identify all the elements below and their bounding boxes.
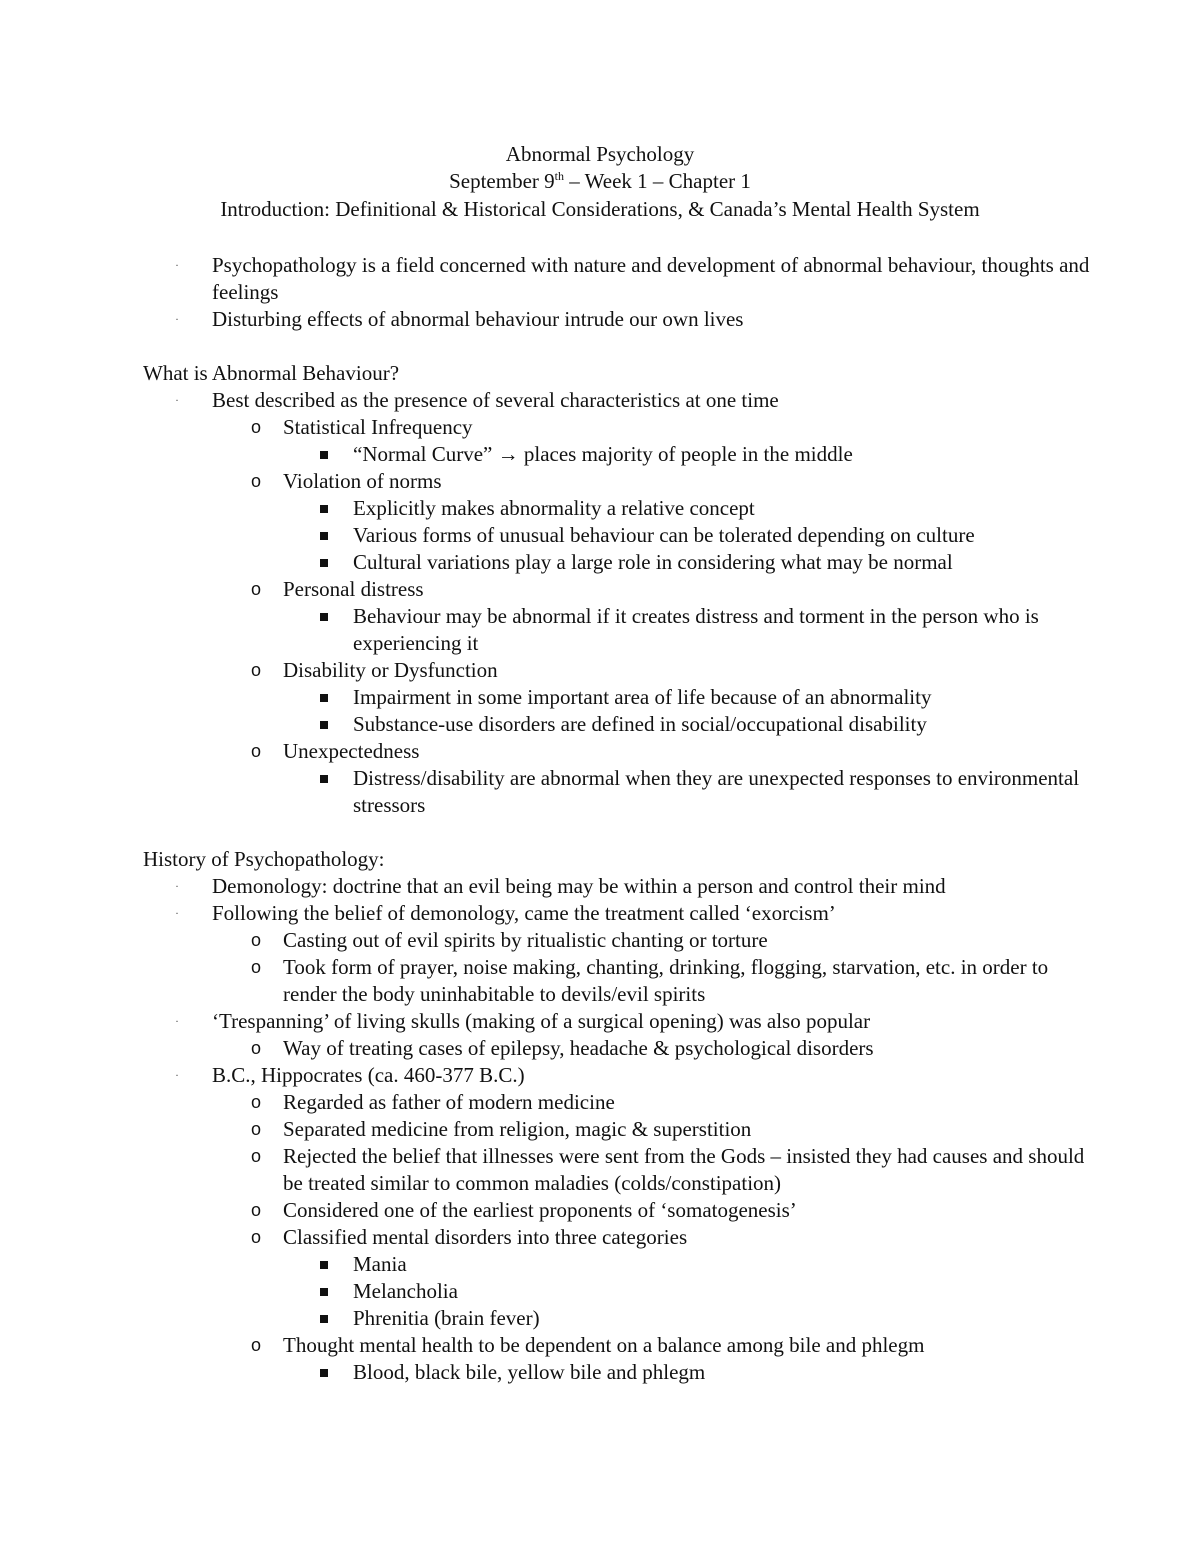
sub-sub-list-item [143,1251,1103,1278]
list-item-text: Best described as the presence of several characteristics at one time [212,388,779,412]
sub-list-item-text: “Normal Curve” → places majority of people in the middle [353,442,853,466]
bullet-circle-icon: o [250,1092,261,1112]
document-header [0,141,1200,223]
sub-sub-list-item [143,1278,1103,1305]
list-item-text: Psychopathology is a field concerned with nature and development of abnormal behaviour, thoughts and feelings [212,253,1090,304]
sub-list-item [143,495,1103,522]
sub-list-item-text: Rejected the belief that illnesses were sent from the Gods – insisted they had causes and should be treated similar to common maladies (colds/constipation) [283,1144,1085,1195]
bullet-square-icon [317,1359,331,1386]
bullet-circle-icon: o [250,1200,261,1220]
criterion-title: Unexpectedness [283,739,420,763]
sub-list-item [143,1197,1103,1224]
sub-sub-list-item-text: Melancholia [353,1279,458,1303]
sub-list-item [143,1143,1103,1197]
sub-list-item-text: Took form of prayer, noise making, chanting, drinking, flogging, starvation, etc. in order to render the body uninhabitable to devils/evil spirits [283,955,1049,1006]
bullet-square-icon [317,711,331,738]
bullet-square-icon [317,495,331,522]
bullet-square-icon [317,522,331,549]
bullet-circle-icon: o [250,1038,261,1058]
sub-list-item [143,765,1103,819]
list-item [143,252,1103,306]
criterion-item [143,468,1103,495]
bullet-circle-icon: o [250,930,261,950]
bullet-circle-icon: o [250,660,261,680]
sub-list-item-text: Substance-use disorders are defined in social/occupational disability [353,712,927,736]
date-suffix: – Week 1 – Chapter 1 [564,169,751,194]
criterion-title: Disability or Dysfunction [283,658,498,682]
sub-list-item-text: Distress/disability are abnormal when they are unexpected responses to environmental stressors [353,766,1080,817]
criterion-item [143,414,1103,441]
list-item [143,1062,1103,1089]
list-item [143,1008,1103,1035]
list-item [143,387,1103,414]
sub-list-item [143,1224,1103,1251]
sub-list-item-text: Various forms of unusual behaviour can be tolerated depending on culture [353,523,975,547]
bullet-dot-icon: · [175,1014,179,1028]
bullet-dot-icon: · [175,1068,179,1082]
sub-list-item-text: Separated medicine from religion, magic & superstition [283,1117,752,1141]
list-item-text: ‘Trespanning’ of living skulls (making of a surgical opening) was also popular [212,1009,871,1033]
list-item [143,306,1103,333]
sub-list-item-text: Classified mental disorders into three categories [283,1225,688,1249]
date-prefix: September 9 [449,169,555,194]
bullet-square-icon [317,1251,331,1278]
criterion-title: Violation of norms [283,469,442,493]
bullet-circle-icon: o [250,1227,261,1247]
bullet-circle-icon: o [250,741,261,761]
bullet-circle-icon: o [250,417,261,437]
bullet-square-icon [317,441,331,468]
bullet-circle-icon: o [250,579,261,599]
chapter-subtitle: Introduction: Definitional & Historical Considerations, & Canada’s Mental Health System [220,196,980,221]
sub-list-item [143,711,1103,738]
sub-list-item [143,441,1103,468]
bullet-dot-icon: · [175,312,179,326]
sub-list-item-text: Impairment in some important area of life because of an abnormality [353,685,932,709]
criterion-item [143,738,1103,765]
bullet-square-icon [317,549,331,576]
sub-list-item-text: Regarded as father of modern medicine [283,1090,615,1114]
section-heading-abnormal-behaviour: What is Abnormal Behaviour? [143,361,400,385]
bullet-square-icon [317,1278,331,1305]
sub-list-item [143,1089,1103,1116]
bullet-dot-icon: · [175,258,179,272]
list-item-text: Demonology: doctrine that an evil being may be within a person and control their mind [212,874,946,898]
sub-sub-list-item-text: Mania [353,1252,407,1276]
course-title: Abnormal Psychology [505,142,695,166]
criterion-item [143,576,1103,603]
date-superscript: th [554,169,564,184]
list-item [143,873,1103,900]
criterion-title: Personal distress [283,577,424,601]
bullet-circle-icon: o [250,1119,261,1139]
bullet-circle-icon: o [250,1335,261,1355]
bullet-square-icon [317,765,331,792]
sub-list-item [143,1035,1103,1062]
bullet-square-icon [317,603,331,630]
sub-sub-list-item [143,1305,1103,1332]
list-item [143,900,1103,927]
list-item-text: B.C., Hippocrates (ca. 460-377 B.C.) [212,1063,525,1087]
criterion-title: Statistical Infrequency [283,415,473,439]
sub-list-item-text: Thought mental health to be dependent on a balance among bile and phlegm [283,1333,925,1357]
sub-sub-list-item-text: Phrenitia (brain fever) [353,1306,540,1330]
sub-list-item [143,927,1103,954]
bullet-dot-icon: · [175,879,179,893]
bullet-dot-icon: · [175,906,179,920]
lecture-date [0,168,1200,195]
bullet-circle-icon: o [250,471,261,491]
sub-list-item [143,1116,1103,1143]
sub-list-item [143,954,1103,1008]
list-item-text: Following the belief of demonology, came the treatment called ‘exorcism’ [212,901,836,925]
sub-list-item-text: Explicitly makes abnormality a relative concept [353,496,755,520]
sub-list-item [143,603,1103,657]
sub-list-item [143,549,1103,576]
notes-body [143,252,1103,1386]
sub-list-item [143,684,1103,711]
criterion-item [143,657,1103,684]
bullet-square-icon [317,1305,331,1332]
sub-list-item [143,1332,1103,1359]
bullet-dot-icon: · [175,393,179,407]
sub-list-item-text: Considered one of the earliest proponents of ‘somatogenesis’ [283,1198,797,1222]
sub-list-item [143,522,1103,549]
section-heading-history: History of Psychopathology: [143,847,385,871]
bullet-circle-icon: o [250,1146,261,1166]
sub-list-item-text: Behaviour may be abnormal if it creates distress and torment in the person who is experiencing it [353,604,1039,655]
sub-list-item-text: Cultural variations play a large role in considering what may be normal [353,550,953,574]
sub-list-item-text: Casting out of evil spirits by ritualistic chanting or torture [283,928,768,952]
bullet-square-icon [317,684,331,711]
bullet-circle-icon: o [250,957,261,977]
sub-sub-list-item-text: Blood, black bile, yellow bile and phlegm [353,1360,706,1384]
sub-sub-list-item [143,1359,1103,1386]
sub-list-item-text: Way of treating cases of epilepsy, headache & psychological disorders [283,1036,874,1060]
list-item-text: Disturbing effects of abnormal behaviour intrude our own lives [212,307,744,331]
